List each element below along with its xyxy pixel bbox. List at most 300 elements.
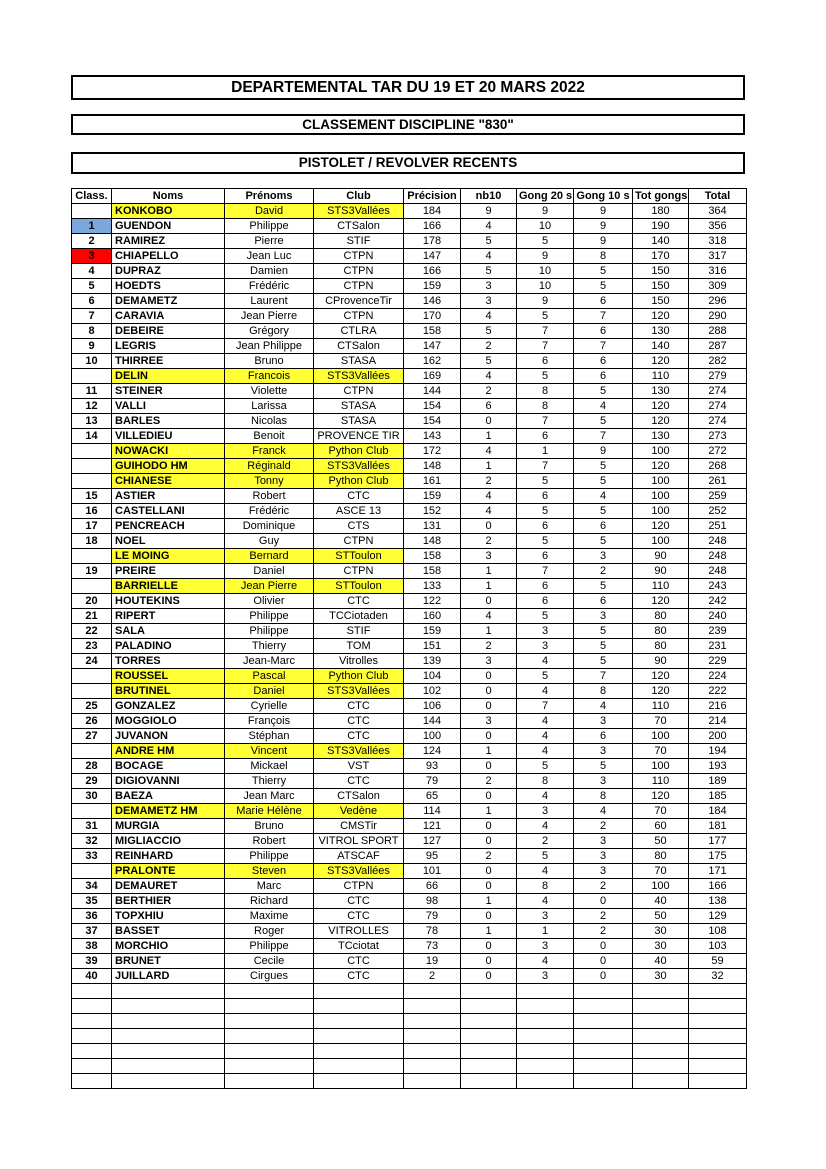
empty-cell — [517, 1059, 574, 1074]
gong10-cell: 9 — [574, 444, 633, 459]
gong20-cell: 5 — [517, 669, 574, 684]
precision-cell: 158 — [404, 324, 461, 339]
results-table — [71, 188, 747, 1089]
empty-row — [72, 1029, 747, 1044]
total-cell: 273 — [689, 429, 747, 444]
gong10-cell: 3 — [574, 549, 633, 564]
empty-cell — [689, 1044, 747, 1059]
class-cell: 7 — [72, 309, 112, 324]
club-cell: STS3Vallées — [314, 744, 404, 759]
precision-cell: 2 — [404, 969, 461, 984]
precision-cell: 147 — [404, 249, 461, 264]
gong10-cell: 5 — [574, 624, 633, 639]
empty-cell — [112, 984, 225, 999]
gong20-cell: 3 — [517, 939, 574, 954]
nb10-cell: 2 — [461, 339, 517, 354]
table-row — [72, 354, 747, 369]
gong20-cell: 4 — [517, 954, 574, 969]
club-cell: STS3Vallées — [314, 204, 404, 219]
firstname-cell: Bruno — [225, 354, 314, 369]
precision-cell: 143 — [404, 429, 461, 444]
precision-cell: 162 — [404, 354, 461, 369]
precision-cell: 78 — [404, 924, 461, 939]
class-cell: 10 — [72, 354, 112, 369]
class-cell: 37 — [72, 924, 112, 939]
tot-gongs-cell: 70 — [633, 714, 689, 729]
empty-cell — [314, 1029, 404, 1044]
class-cell: 18 — [72, 534, 112, 549]
precision-cell: 121 — [404, 819, 461, 834]
precision-cell: 144 — [404, 384, 461, 399]
tot-gongs-cell: 110 — [633, 699, 689, 714]
table-row — [72, 324, 747, 339]
empty-cell — [461, 1014, 517, 1029]
name-cell: RAMIREZ — [112, 234, 225, 249]
gong10-cell: 3 — [574, 864, 633, 879]
firstname-cell: Frédéric — [225, 279, 314, 294]
empty-cell — [461, 984, 517, 999]
total-cell: 239 — [689, 624, 747, 639]
table-row — [72, 609, 747, 624]
firstname-cell: Pierre — [225, 234, 314, 249]
nb10-cell: 1 — [461, 924, 517, 939]
firstname-cell: Maxime — [225, 909, 314, 924]
table-row — [72, 624, 747, 639]
empty-cell — [633, 999, 689, 1014]
nb10-cell: 2 — [461, 534, 517, 549]
total-cell: 240 — [689, 609, 747, 624]
table-row — [72, 909, 747, 924]
gong10-cell: 7 — [574, 669, 633, 684]
precision-cell: 148 — [404, 534, 461, 549]
tot-gongs-cell: 130 — [633, 324, 689, 339]
empty-cell — [72, 984, 112, 999]
tot-gongs-cell: 80 — [633, 849, 689, 864]
name-cell: BERTHIER — [112, 894, 225, 909]
class-cell: 9 — [72, 339, 112, 354]
gong20-cell: 9 — [517, 204, 574, 219]
class-cell: 1 — [72, 219, 112, 234]
firstname-cell: Dominique — [225, 519, 314, 534]
table-row — [72, 639, 747, 654]
nb10-cell: 0 — [461, 789, 517, 804]
precision-cell: 144 — [404, 714, 461, 729]
tot-gongs-cell: 140 — [633, 339, 689, 354]
club-cell: CTSalon — [314, 219, 404, 234]
total-cell: 248 — [689, 549, 747, 564]
class-cell: 32 — [72, 834, 112, 849]
nb10-cell: 4 — [461, 309, 517, 324]
class-cell: 4 — [72, 264, 112, 279]
club-cell: ASCE 13 — [314, 504, 404, 519]
empty-cell — [461, 1029, 517, 1044]
precision-cell: 146 — [404, 294, 461, 309]
total-cell: 108 — [689, 924, 747, 939]
total-cell: 248 — [689, 564, 747, 579]
empty-cell — [574, 1074, 633, 1089]
firstname-cell: Robert — [225, 834, 314, 849]
gong10-cell: 5 — [574, 504, 633, 519]
nb10-cell: 0 — [461, 414, 517, 429]
gong10-cell: 3 — [574, 744, 633, 759]
club-cell: CTC — [314, 729, 404, 744]
firstname-cell: Réginald — [225, 459, 314, 474]
gong20-cell: 4 — [517, 654, 574, 669]
firstname-cell: Tonny — [225, 474, 314, 489]
total-cell: 32 — [689, 969, 747, 984]
gong10-cell: 8 — [574, 789, 633, 804]
club-cell: Python Club — [314, 474, 404, 489]
tot-gongs-cell: 30 — [633, 939, 689, 954]
table-row — [72, 774, 747, 789]
column-header-tot-gongs: Tot gongs — [633, 189, 689, 204]
total-cell: 185 — [689, 789, 747, 804]
nb10-cell: 0 — [461, 954, 517, 969]
gong10-cell: 2 — [574, 879, 633, 894]
table-row — [72, 714, 747, 729]
club-cell: STToulon — [314, 579, 404, 594]
empty-cell — [689, 999, 747, 1014]
nb10-cell: 0 — [461, 939, 517, 954]
table-header-row — [72, 189, 747, 204]
class-cell: 29 — [72, 774, 112, 789]
table-row — [72, 759, 747, 774]
club-cell: CTC — [314, 969, 404, 984]
gong10-cell: 0 — [574, 939, 633, 954]
gong10-cell: 4 — [574, 399, 633, 414]
nb10-cell: 0 — [461, 879, 517, 894]
empty-cell — [112, 1059, 225, 1074]
name-cell: TORRES — [112, 654, 225, 669]
club-cell: STS3Vallées — [314, 369, 404, 384]
total-cell: 288 — [689, 324, 747, 339]
table-row — [72, 369, 747, 384]
empty-cell — [225, 1014, 314, 1029]
gong20-cell: 6 — [517, 579, 574, 594]
empty-cell — [517, 999, 574, 1014]
name-cell: JUVANON — [112, 729, 225, 744]
empty-cell — [574, 1014, 633, 1029]
column-header-total: Total — [689, 189, 747, 204]
gong10-cell: 2 — [574, 819, 633, 834]
class-cell: 34 — [72, 879, 112, 894]
column-header-gong20: Gong 20 s — [517, 189, 574, 204]
total-cell: 189 — [689, 774, 747, 789]
tot-gongs-cell: 130 — [633, 429, 689, 444]
gong20-cell: 7 — [517, 414, 574, 429]
class-cell: 26 — [72, 714, 112, 729]
empty-cell — [404, 984, 461, 999]
tot-gongs-cell: 120 — [633, 789, 689, 804]
empty-cell — [633, 1059, 689, 1074]
empty-cell — [517, 1029, 574, 1044]
empty-cell — [404, 1014, 461, 1029]
class-cell: 20 — [72, 594, 112, 609]
nb10-cell: 1 — [461, 804, 517, 819]
tot-gongs-cell: 120 — [633, 399, 689, 414]
gong20-cell: 5 — [517, 609, 574, 624]
gong20-cell: 5 — [517, 234, 574, 249]
nb10-cell: 5 — [461, 234, 517, 249]
total-cell: 214 — [689, 714, 747, 729]
name-cell: HOUTEKINS — [112, 594, 225, 609]
tot-gongs-cell: 70 — [633, 864, 689, 879]
name-cell: MURGIA — [112, 819, 225, 834]
name-cell: CARAVIA — [112, 309, 225, 324]
total-cell: 184 — [689, 804, 747, 819]
tot-gongs-cell: 100 — [633, 879, 689, 894]
total-cell: 268 — [689, 459, 747, 474]
firstname-cell: Nicolas — [225, 414, 314, 429]
precision-cell: 93 — [404, 759, 461, 774]
club-cell: STToulon — [314, 549, 404, 564]
tot-gongs-cell: 100 — [633, 534, 689, 549]
class-cell: 24 — [72, 654, 112, 669]
firstname-cell: Stéphan — [225, 729, 314, 744]
firstname-cell: Olivier — [225, 594, 314, 609]
empty-cell — [112, 1074, 225, 1089]
table-row — [72, 789, 747, 804]
empty-cell — [404, 999, 461, 1014]
precision-cell: 98 — [404, 894, 461, 909]
precision-cell: 79 — [404, 774, 461, 789]
empty-row — [72, 1059, 747, 1074]
tot-gongs-cell: 40 — [633, 894, 689, 909]
table-row — [72, 669, 747, 684]
gong20-cell: 8 — [517, 879, 574, 894]
nb10-cell: 4 — [461, 489, 517, 504]
gong20-cell: 4 — [517, 789, 574, 804]
name-cell: PREIRE — [112, 564, 225, 579]
nb10-cell: 1 — [461, 564, 517, 579]
table-row — [72, 489, 747, 504]
total-cell: 317 — [689, 249, 747, 264]
empty-cell — [314, 984, 404, 999]
empty-cell — [689, 1074, 747, 1089]
gong20-cell: 3 — [517, 969, 574, 984]
total-cell: 224 — [689, 669, 747, 684]
table-row — [72, 459, 747, 474]
empty-cell — [461, 1074, 517, 1089]
gong10-cell: 7 — [574, 339, 633, 354]
gong10-cell: 2 — [574, 924, 633, 939]
total-cell: 129 — [689, 909, 747, 924]
name-cell: TOPXHIU — [112, 909, 225, 924]
precision-cell: 178 — [404, 234, 461, 249]
club-cell: CTC — [314, 714, 404, 729]
gong20-cell: 3 — [517, 639, 574, 654]
nb10-cell: 9 — [461, 204, 517, 219]
precision-cell: 158 — [404, 564, 461, 579]
nb10-cell: 6 — [461, 399, 517, 414]
nb10-cell: 2 — [461, 849, 517, 864]
name-cell: BOCAGE — [112, 759, 225, 774]
table-row — [72, 294, 747, 309]
empty-cell — [633, 1044, 689, 1059]
club-cell: STS3Vallées — [314, 459, 404, 474]
nb10-cell: 0 — [461, 834, 517, 849]
club-cell: CTLRA — [314, 324, 404, 339]
nb10-cell: 0 — [461, 684, 517, 699]
gong20-cell: 10 — [517, 279, 574, 294]
tot-gongs-cell: 30 — [633, 969, 689, 984]
firstname-cell: Benoit — [225, 429, 314, 444]
tot-gongs-cell: 50 — [633, 909, 689, 924]
gong10-cell: 6 — [574, 519, 633, 534]
table-row — [72, 969, 747, 984]
firstname-cell: Francois — [225, 369, 314, 384]
table-row — [72, 954, 747, 969]
tot-gongs-cell: 180 — [633, 204, 689, 219]
class-cell: 11 — [72, 384, 112, 399]
gong20-cell: 4 — [517, 714, 574, 729]
firstname-cell: Vincent — [225, 744, 314, 759]
firstname-cell: Steven — [225, 864, 314, 879]
gong10-cell: 5 — [574, 459, 633, 474]
class-cell: 30 — [72, 789, 112, 804]
club-cell: VITROL SPORT — [314, 834, 404, 849]
gong20-cell: 6 — [517, 549, 574, 564]
firstname-cell: François — [225, 714, 314, 729]
precision-cell: 159 — [404, 279, 461, 294]
total-cell: 261 — [689, 474, 747, 489]
precision-cell: 161 — [404, 474, 461, 489]
name-cell: ANDRE HM — [112, 744, 225, 759]
tot-gongs-cell: 40 — [633, 954, 689, 969]
empty-cell — [314, 1014, 404, 1029]
nb10-cell: 3 — [461, 549, 517, 564]
firstname-cell: Jean Luc — [225, 249, 314, 264]
nb10-cell: 1 — [461, 579, 517, 594]
class-cell: 35 — [72, 894, 112, 909]
precision-cell: 184 — [404, 204, 461, 219]
table-row — [72, 219, 747, 234]
firstname-cell: Jean Pierre — [225, 579, 314, 594]
precision-cell: 159 — [404, 624, 461, 639]
class-cell — [72, 474, 112, 489]
club-cell: CTPN — [314, 264, 404, 279]
name-cell: MOGGIOLO — [112, 714, 225, 729]
firstname-cell: Daniel — [225, 564, 314, 579]
total-cell: 231 — [689, 639, 747, 654]
club-cell: CTPN — [314, 564, 404, 579]
gong10-cell: 5 — [574, 654, 633, 669]
nb10-cell: 0 — [461, 699, 517, 714]
name-cell: VALLI — [112, 399, 225, 414]
gong20-cell: 7 — [517, 339, 574, 354]
precision-cell: 166 — [404, 219, 461, 234]
table-row — [72, 744, 747, 759]
club-cell: Vitrolles — [314, 654, 404, 669]
total-cell: 200 — [689, 729, 747, 744]
gong20-cell: 6 — [517, 429, 574, 444]
table-row — [72, 654, 747, 669]
nb10-cell: 5 — [461, 264, 517, 279]
precision-cell: 154 — [404, 399, 461, 414]
club-cell: STS3Vallées — [314, 864, 404, 879]
empty-cell — [112, 1029, 225, 1044]
table-row — [72, 249, 747, 264]
column-header-gong10: Gong 10 s — [574, 189, 633, 204]
empty-cell — [574, 1029, 633, 1044]
nb10-cell: 3 — [461, 714, 517, 729]
club-cell: CTC — [314, 954, 404, 969]
firstname-cell: Jean Pierre — [225, 309, 314, 324]
total-cell: 296 — [689, 294, 747, 309]
total-cell: 274 — [689, 399, 747, 414]
gong10-cell: 0 — [574, 969, 633, 984]
column-header-nb10: nb10 — [461, 189, 517, 204]
tot-gongs-cell: 30 — [633, 924, 689, 939]
gong10-cell: 6 — [574, 594, 633, 609]
club-cell: STS3Vallées — [314, 684, 404, 699]
firstname-cell: Roger — [225, 924, 314, 939]
gong20-cell: 4 — [517, 744, 574, 759]
gong20-cell: 9 — [517, 294, 574, 309]
class-cell — [72, 804, 112, 819]
name-cell: CASTELLANI — [112, 504, 225, 519]
precision-cell: 139 — [404, 654, 461, 669]
total-cell: 274 — [689, 414, 747, 429]
nb10-cell: 4 — [461, 369, 517, 384]
class-cell: 13 — [72, 414, 112, 429]
name-cell: PALADINO — [112, 639, 225, 654]
table-row — [72, 444, 747, 459]
table-row — [72, 414, 747, 429]
table-row — [72, 549, 747, 564]
gong20-cell: 3 — [517, 804, 574, 819]
gong10-cell: 5 — [574, 759, 633, 774]
gong10-cell: 5 — [574, 414, 633, 429]
tot-gongs-cell: 60 — [633, 819, 689, 834]
gong10-cell: 6 — [574, 729, 633, 744]
precision-cell: 152 — [404, 504, 461, 519]
nb10-cell: 5 — [461, 354, 517, 369]
empty-cell — [517, 1044, 574, 1059]
total-cell: 138 — [689, 894, 747, 909]
table-row — [72, 894, 747, 909]
table-row — [72, 699, 747, 714]
empty-cell — [112, 1044, 225, 1059]
tot-gongs-cell: 90 — [633, 564, 689, 579]
tot-gongs-cell: 100 — [633, 759, 689, 774]
club-cell: CTPN — [314, 279, 404, 294]
tot-gongs-cell: 110 — [633, 369, 689, 384]
empty-cell — [633, 1029, 689, 1044]
club-cell: CTS — [314, 519, 404, 534]
name-cell: BRUNET — [112, 954, 225, 969]
gong10-cell: 6 — [574, 294, 633, 309]
club-cell: STASA — [314, 354, 404, 369]
firstname-cell: Daniel — [225, 684, 314, 699]
total-cell: 59 — [689, 954, 747, 969]
club-cell: CTC — [314, 774, 404, 789]
nb10-cell: 0 — [461, 669, 517, 684]
firstname-cell: Bernard — [225, 549, 314, 564]
class-cell: 15 — [72, 489, 112, 504]
precision-cell: 79 — [404, 909, 461, 924]
precision-cell: 100 — [404, 729, 461, 744]
table-row — [72, 339, 747, 354]
total-cell: 316 — [689, 264, 747, 279]
empty-row — [72, 1044, 747, 1059]
club-cell: CTSalon — [314, 789, 404, 804]
precision-cell: 73 — [404, 939, 461, 954]
class-cell: 3 — [72, 249, 112, 264]
firstname-cell: Marc — [225, 879, 314, 894]
precision-cell: 148 — [404, 459, 461, 474]
empty-cell — [404, 1074, 461, 1089]
